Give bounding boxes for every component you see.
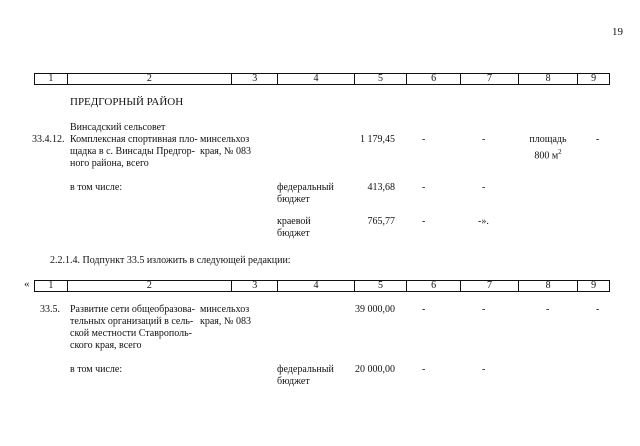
header-col-2: 2: [67, 281, 231, 291]
row1-regional-amount: 765,77: [367, 216, 395, 227]
row1-regional-col6: -: [422, 216, 426, 227]
header-col-6: 6: [406, 74, 460, 84]
section-title: ПРЕДГОРНЫЙ РАЙОН: [70, 96, 184, 108]
row1-federal-col6: -: [422, 182, 426, 193]
row2-federal-col6: -: [422, 364, 426, 375]
header-col-1: 1: [48, 280, 54, 291]
header-col-3: 3: [231, 281, 277, 291]
header-col-8: 8: [518, 74, 577, 84]
row1-number: 33.4.12.: [32, 134, 65, 145]
row1-col8-text: площадь 800 м: [529, 134, 567, 162]
header-col-9: 9: [577, 74, 609, 84]
row2-including-label: в том числе:: [70, 364, 123, 375]
header-col-6: 6: [406, 281, 460, 291]
row2-federal-label: федеральный бюджет: [277, 364, 334, 387]
row1-description: Комплексная спортивная пло- щадка в с. Винсады Предгор- ного района, всего: [70, 134, 198, 169]
row2-col6: -: [422, 304, 426, 315]
amendment-paragraph: 2.2.1.4. Подпункт 33.5 изложить в следующей редакции:: [50, 255, 291, 266]
row1-federal-col7: -: [482, 182, 486, 193]
row1-prefix: Винсадский сельсовет: [70, 122, 166, 133]
table-header-row: [34, 73, 610, 85]
row2-col9: -: [596, 304, 600, 315]
row2-description: Развитие сети общеобразова- тельных организаций в сель- ской местности Ставрополь- ского края, всего: [70, 304, 195, 351]
row2-federal-col7: -: [482, 364, 486, 375]
opening-quote-mark: «: [24, 278, 30, 290]
table-header-row: [34, 280, 610, 292]
header-col-1: 1: [48, 73, 54, 84]
row1-including-label: в том числе:: [70, 182, 123, 193]
row1-amount: 1 179,45: [360, 134, 395, 145]
row1-regional-col7: -».: [478, 216, 489, 227]
header-col-5: 5: [354, 281, 407, 291]
row2-federal-amount: 20 000,00: [355, 364, 395, 375]
header-col-4: 4: [277, 281, 353, 291]
header-col-7: 7: [460, 281, 518, 291]
row2-executor: минсельхоз края, № 083: [200, 304, 251, 327]
row1-executor: минсельхоз края, № 083: [200, 134, 251, 157]
row2-col8: -: [546, 304, 550, 315]
row1-col7: -: [482, 134, 486, 145]
row2-number: 33.5.: [40, 304, 60, 315]
row1-regional-label: краевой бюджет: [277, 216, 311, 239]
header-col-9: 9: [577, 281, 609, 291]
row2-col7: -: [482, 304, 486, 315]
row1-col6: -: [422, 134, 426, 145]
row1-col9: -: [596, 134, 600, 145]
row1-col8: [522, 134, 574, 162]
row1-col8-superscript: 2: [558, 148, 562, 156]
header-col-5: 5: [354, 74, 407, 84]
header-col-2: 2: [67, 74, 231, 84]
header-col-4: 4: [277, 74, 353, 84]
header-col-3: 3: [231, 74, 277, 84]
row1-federal-label: федеральный бюджет: [277, 182, 334, 205]
row2-amount: 39 000,00: [355, 304, 395, 315]
row1-federal-amount: 413,68: [367, 182, 395, 193]
page-number: 19: [612, 26, 623, 38]
header-col-8: 8: [518, 281, 577, 291]
header-col-7: 7: [460, 74, 518, 84]
